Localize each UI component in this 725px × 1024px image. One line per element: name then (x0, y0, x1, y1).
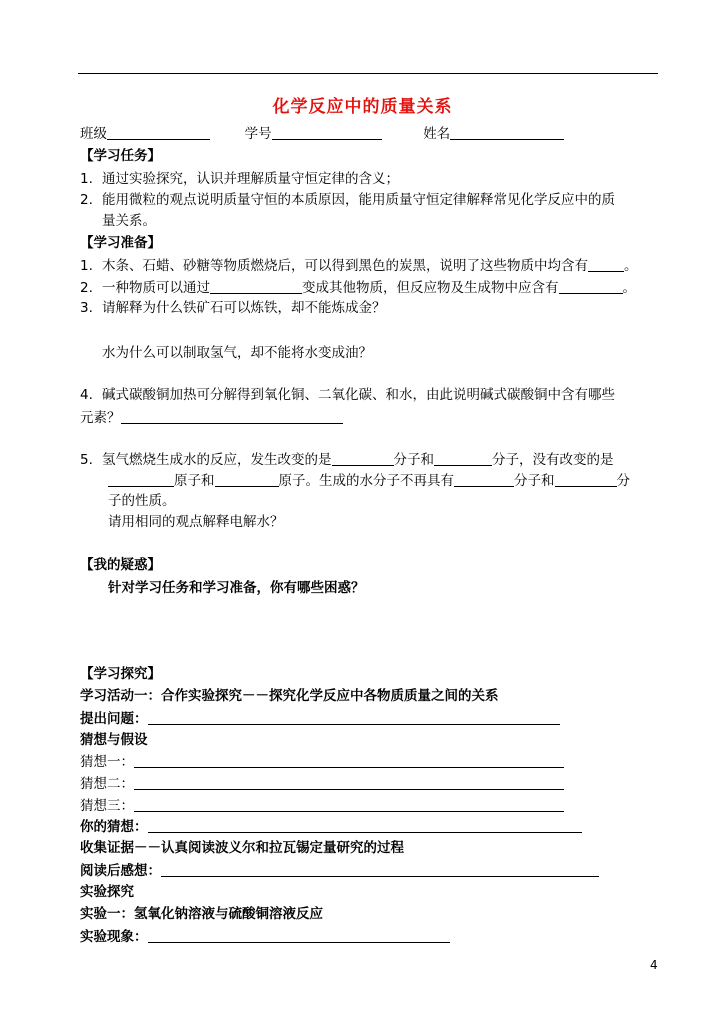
my-guess-row: 你的猜想： (80, 818, 582, 835)
prep-heading: 【学习准备】 (80, 235, 161, 251)
guess-3-row: 猜想三： (80, 797, 564, 814)
reading-row: 阅读后感想： (80, 862, 599, 879)
observation-row: 实验现象： (80, 928, 450, 945)
name-label: 姓名 (423, 126, 451, 142)
problem-field[interactable] (148, 710, 560, 725)
answer-blank[interactable] (559, 279, 623, 294)
explore-heading: 【学习探究】 (80, 666, 161, 682)
prep-question-2: 2. 一种物质可以通过 变成其他物质，但反应物及生成物中应含有 。 (80, 280, 636, 296)
problem-row: 提出问题： (80, 710, 560, 727)
header-rule (78, 73, 658, 74)
prep-question-1: 1. 木条、石蜡、砂糖等物质燃烧后，可以得到黑色的炭黑，说明了这些物质中均含有 。 (80, 258, 638, 274)
guess-1-row: 猜想一： (80, 753, 564, 770)
class-field[interactable] (107, 125, 210, 140)
activity-1-title: 学习活动一：合作实验探究－－探究化学反应中各物质质量之间的关系 (80, 688, 499, 704)
answer-blank[interactable] (454, 472, 514, 487)
guess-2-field[interactable] (134, 775, 564, 790)
prep-question-5-line2: 原子和 原子。生成的水分子不再具有 分子和 分 (108, 472, 630, 489)
answer-blank[interactable] (332, 451, 394, 466)
page-title: 化学反应中的质量关系 (272, 97, 453, 117)
task-heading: 【学习任务】 (80, 148, 161, 164)
name-field[interactable] (450, 125, 564, 140)
prep-question-5: 5. 氢气燃烧生成水的反应，发生改变的是 分子和 分子，没有改变的是 (80, 452, 614, 468)
prep-question-3-sub: 水为什么可以制取氢气，却不能将水变成油？ (102, 345, 372, 361)
prep-question-4-cont: 元素？ (80, 409, 343, 426)
answer-blank[interactable] (555, 472, 617, 487)
doubt-heading: 【我的疑惑】 (80, 557, 161, 573)
experiment-heading: 实验探究 (80, 884, 134, 900)
answer-blank[interactable] (215, 472, 279, 487)
prep-question-5-sub: 请用相同的观点解释电解水？ (108, 514, 284, 530)
my-guess-field[interactable] (148, 818, 582, 833)
task-item-2-cont: 量关系。 (102, 213, 156, 229)
student-id-label: 学号 (244, 126, 272, 142)
student-info-row (80, 125, 564, 142)
page-number: 4 (650, 958, 658, 972)
prep-question-4: 4. 碱式碳酸铜加热可分解得到氧化铜、二氧化碳、和水，由此说明碱式碳酸铜中含有哪些 (80, 387, 615, 403)
prep-question-3: 3. 请解释为什么铁矿石可以炼铁，却不能炼成金？ (80, 300, 386, 316)
class-label: 班级 (80, 126, 107, 142)
prep-question-5-line3: 子的性质。 (108, 493, 176, 509)
answer-blank[interactable] (108, 472, 174, 487)
answer-blank[interactable] (121, 409, 343, 424)
answer-blank[interactable] (434, 451, 492, 466)
experiment-1-title: 实验一：氢氧化钠溶液与硫酸铜溶液反应 (80, 906, 323, 922)
hypothesis-heading: 猜想与假设 (80, 732, 148, 748)
doubt-prompt: 针对学习任务和学习准备，你有哪些困惑？ (108, 580, 365, 596)
answer-blank[interactable] (588, 257, 624, 272)
guess-1-field[interactable] (134, 753, 564, 768)
student-id-field[interactable] (272, 125, 382, 140)
answer-blank[interactable] (210, 279, 302, 294)
guess-3-field[interactable] (134, 797, 564, 812)
evidence-heading: 收集证据－－认真阅读波义尔和拉瓦锡定量研究的过程 (80, 840, 404, 856)
observation-field[interactable] (148, 928, 450, 943)
task-item-1: 1. 通过实验探究，认识并理解质量守恒定律的含义； (80, 171, 399, 187)
guess-2-row: 猜想二： (80, 775, 564, 792)
task-item-2: 2. 能用微粒的观点说明质量守恒的本质原因，能用质量守恒定律解释常见化学反应中的质 (80, 192, 615, 208)
reading-field[interactable] (161, 862, 599, 877)
